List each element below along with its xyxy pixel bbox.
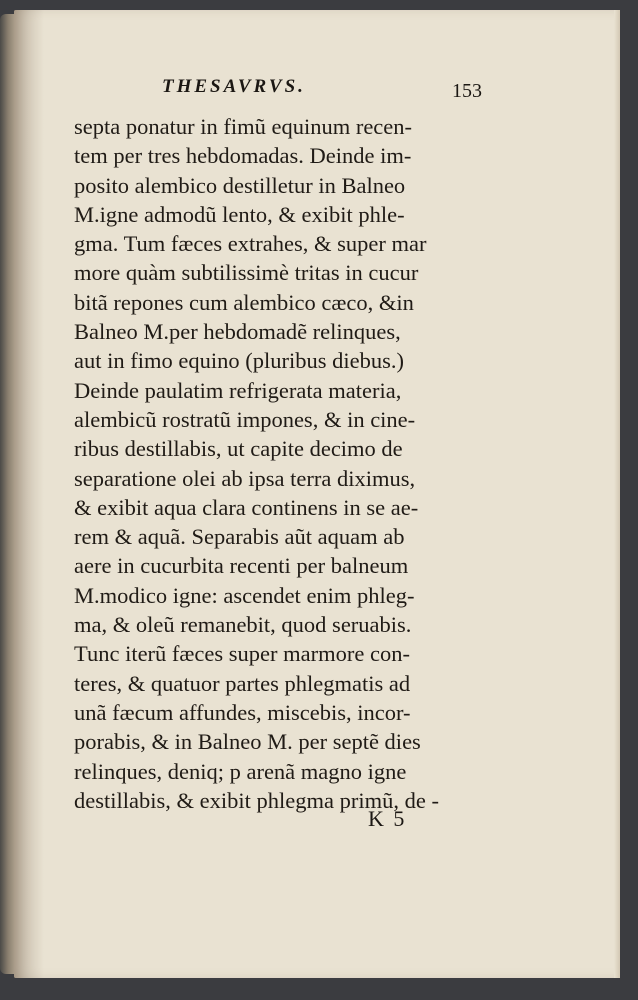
page-number: 153 bbox=[452, 80, 482, 102]
text-line: relinques, deniq; p arenã magno igne bbox=[74, 758, 407, 784]
text-line: posito alembico destilletur in Balneo bbox=[74, 172, 406, 198]
text-line: tem per tres hebdomadas. Deinde im- bbox=[74, 143, 412, 169]
text-line: teres, & quatuor partes phlegmatis ad bbox=[74, 670, 411, 696]
text-line: destillabis, & exibit phlegma primũ, de - bbox=[74, 787, 439, 813]
text-line: alembicũ rostratũ impones, & in cine- bbox=[74, 406, 416, 432]
text-line: Tunc iterũ fæces super marmore con- bbox=[74, 641, 410, 667]
text-line: rem & aquã. Separabis aũt aquam ab bbox=[74, 524, 405, 550]
text-line: & exibit aqua clara continens in se ae- bbox=[74, 494, 419, 520]
text-line: unã fæcum affundes, miscebis, incor- bbox=[74, 699, 411, 725]
text-line: aut in fimo equino (pluribus diebus.) bbox=[74, 348, 404, 374]
text-line: separatione olei ab ipsa terra diximus, bbox=[74, 465, 416, 491]
body-text bbox=[74, 112, 494, 815]
text-line: Deinde paulatim refrigerata materia, bbox=[74, 377, 402, 403]
signature-mark: K 5 bbox=[368, 806, 407, 831]
text-line: gma. Tum fæces extrahes, & super mar bbox=[74, 231, 427, 257]
text-line: Balneo M.per hebdomadẽ relinques, bbox=[74, 319, 401, 345]
text-line: porabis, & in Balneo M. per septẽ dies bbox=[74, 729, 421, 755]
text-line: aere in cucurbita recenti per balneum bbox=[74, 553, 409, 579]
text-line: ma, & oleũ remanebit, quod seruabis. bbox=[74, 612, 412, 638]
text-line: ribus destillabis, ut capite decimo de bbox=[74, 436, 403, 462]
text-line: M.modico igne: ascendet enim phleg- bbox=[74, 582, 415, 608]
text-line: bitã repones cum alembico cæco, &in bbox=[74, 289, 414, 315]
running-head: THESAVRVS. bbox=[162, 76, 306, 97]
text-line: M.igne admodũ lento, & exibit phle- bbox=[74, 201, 405, 227]
text-line: more quàm subtilissimè tritas in cucur bbox=[74, 260, 419, 286]
text-line: septa ponatur in fimũ equinum recen- bbox=[74, 114, 413, 139]
